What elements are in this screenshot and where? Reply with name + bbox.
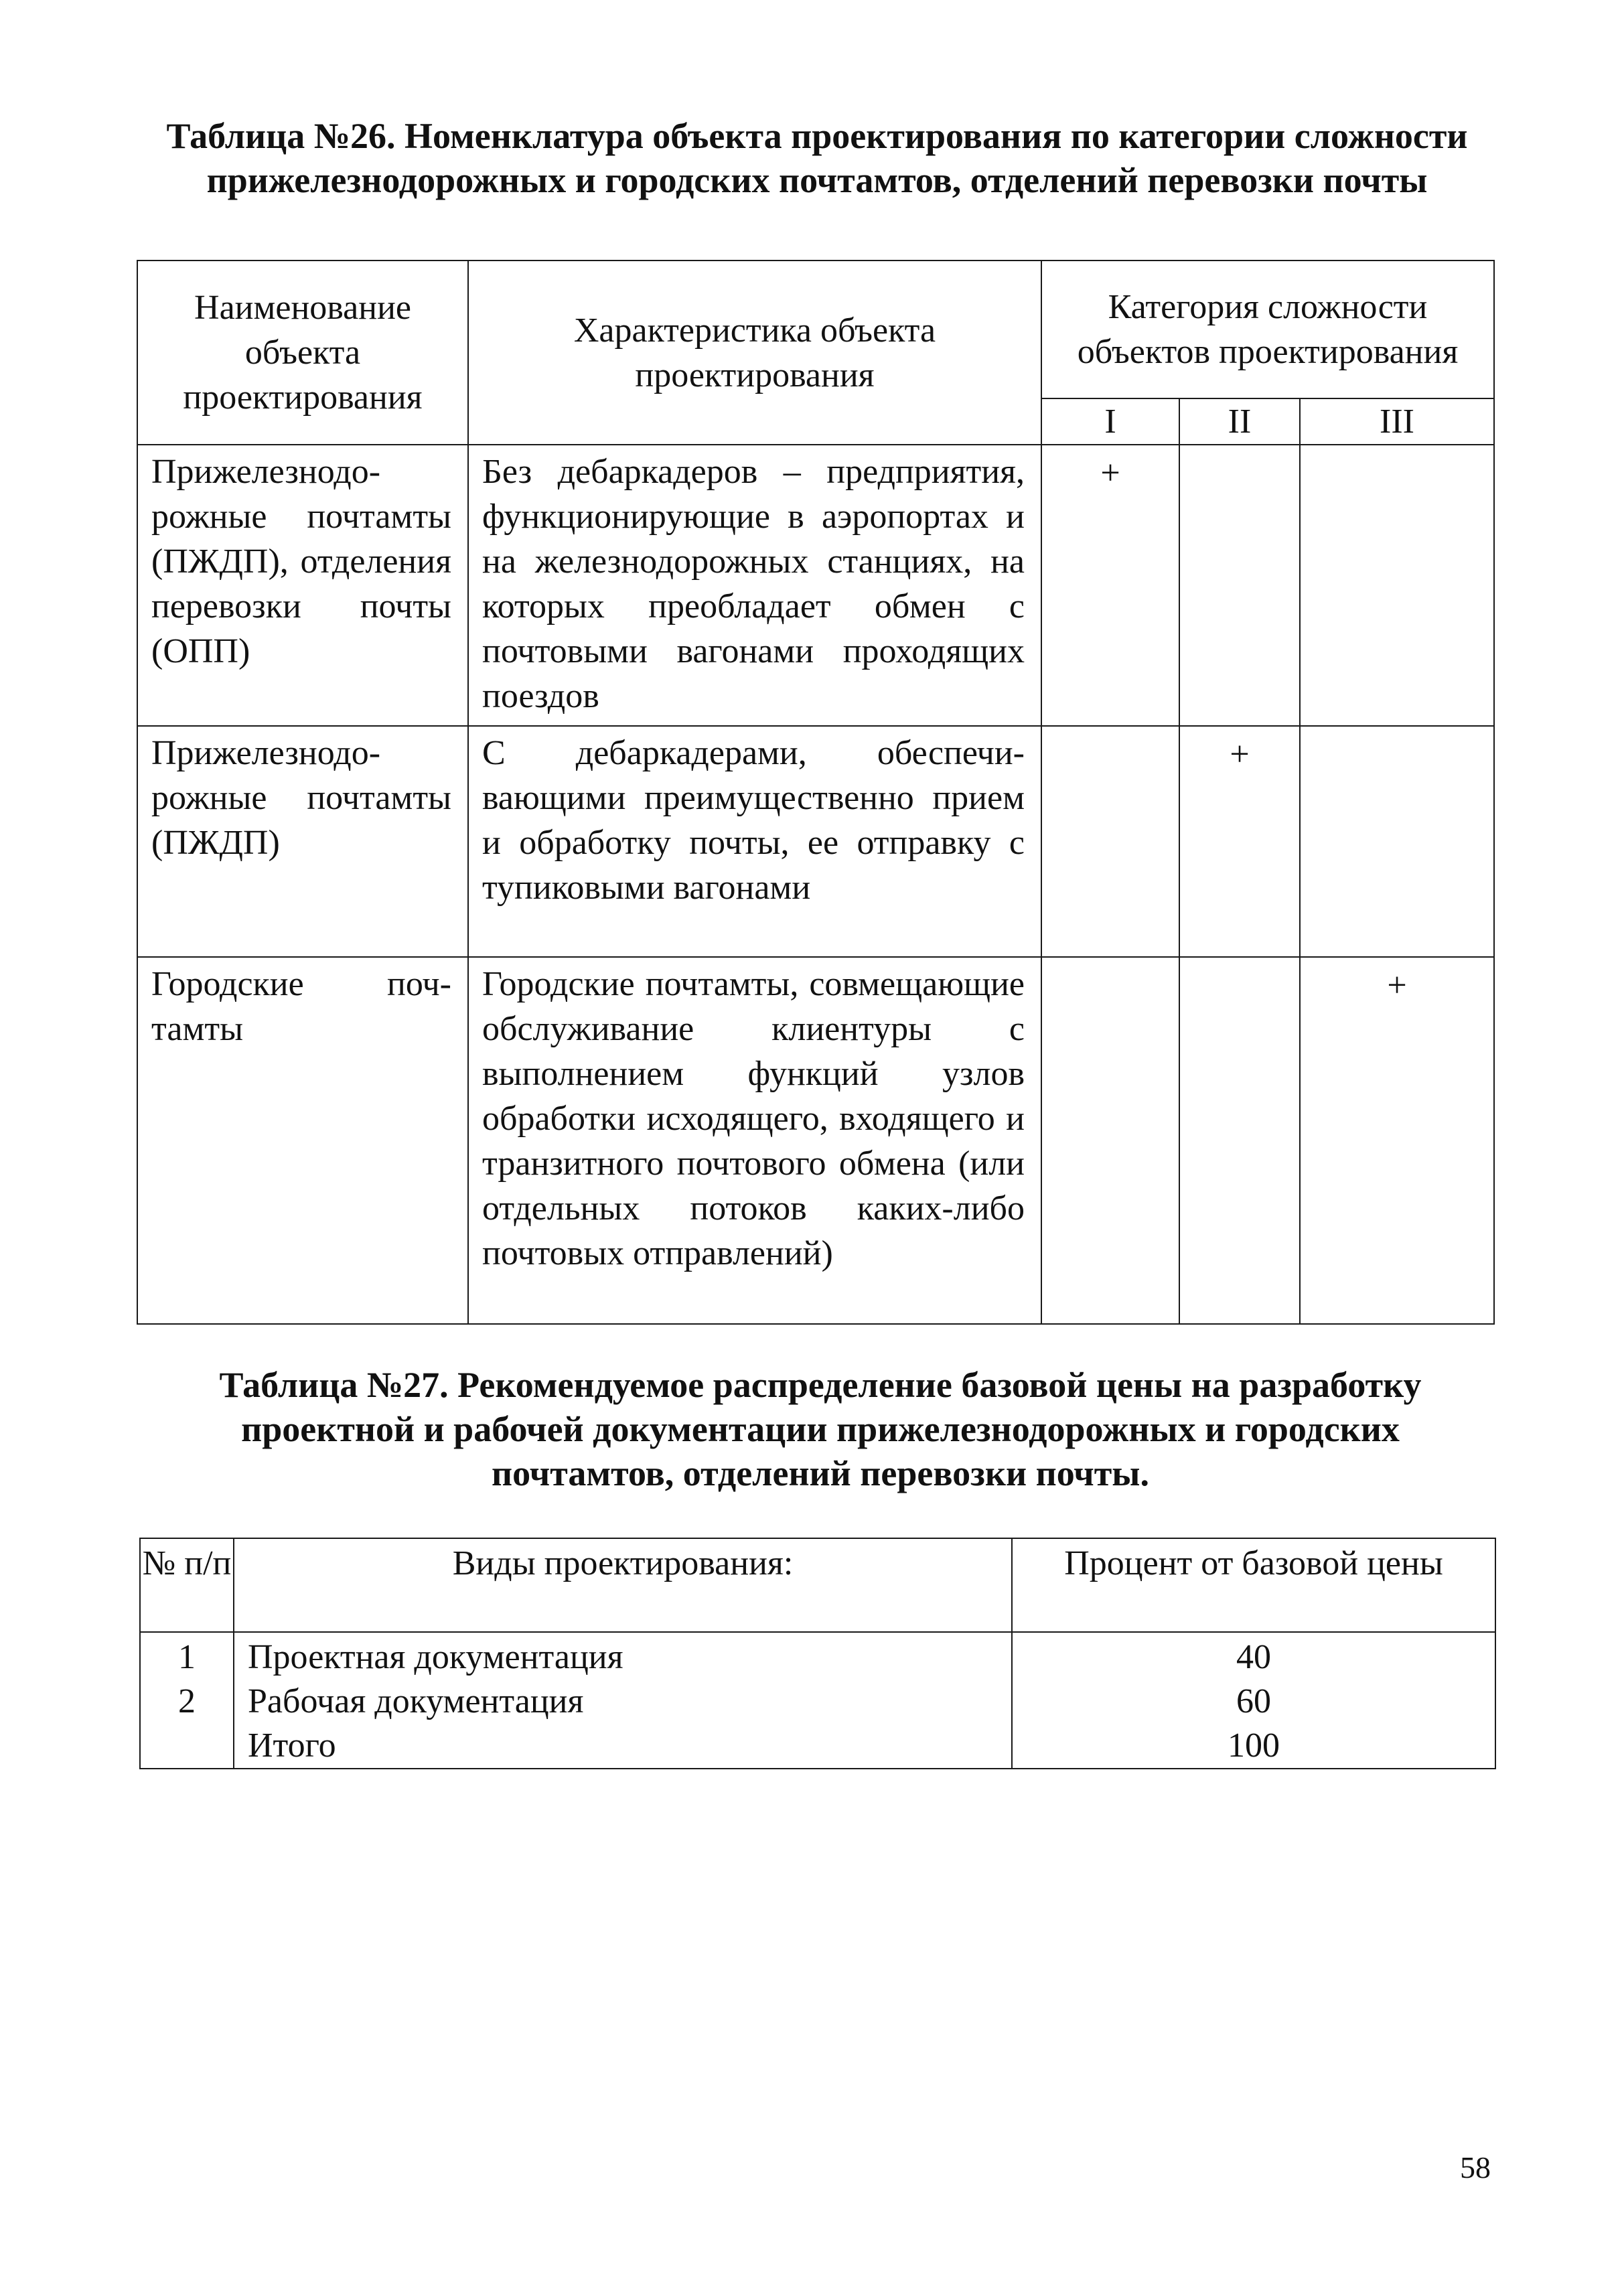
category-1-mark: + bbox=[1041, 445, 1179, 726]
header-complexity-category: Категория сложности объектов проектирования bbox=[1041, 261, 1494, 398]
object-characteristic-cell: С дебаркадерами, обеспечивающими преимущественно прием и обработку почты, ее отправку с тупиковыми вагонами bbox=[468, 726, 1041, 957]
table-26-header-row bbox=[137, 261, 1494, 398]
object-name-cell: Прижелезнодорожные почтамты (ПЖДП), отделения перевозки почты (ОПП) bbox=[137, 445, 468, 726]
object-characteristic-cell: Городские почтамты, совмещающие обслуживание клиентуры с выполнением функций узлов обработки исходящего, входящего и транзитного почтового обмена (или отдельных потоков каких-либо почтовых отправлений) bbox=[468, 957, 1041, 1324]
header-object-characteristic: Характеристика объекта проектирования bbox=[468, 261, 1041, 445]
design-kind-cell: Проектная документация bbox=[234, 1632, 1012, 1680]
header-design-kind: Виды проектирования: bbox=[234, 1538, 1012, 1632]
percent-cell: 100 bbox=[1012, 1724, 1495, 1769]
category-2-mark bbox=[1179, 445, 1300, 726]
row-number-cell bbox=[140, 1724, 234, 1769]
category-3-mark bbox=[1300, 445, 1494, 726]
object-name-cell: Прижелезнодорожные почтамты (ПЖДП) bbox=[137, 726, 468, 957]
percent-cell: 60 bbox=[1012, 1680, 1495, 1724]
category-2-mark bbox=[1179, 957, 1300, 1324]
design-kind-cell: Рабочая документация bbox=[234, 1680, 1012, 1724]
header-percent-of-base-price: Процент от базовой цены bbox=[1012, 1538, 1495, 1632]
category-2-mark: + bbox=[1179, 726, 1300, 957]
category-1-mark bbox=[1041, 726, 1179, 957]
table-27 bbox=[139, 1538, 1496, 1769]
category-3-mark bbox=[1300, 726, 1494, 957]
table-row bbox=[137, 726, 1494, 957]
category-1-mark bbox=[1041, 957, 1179, 1324]
percent-cell: 40 bbox=[1012, 1632, 1495, 1680]
page-number: 58 bbox=[1460, 2150, 1491, 2185]
object-characteristic-cell: Без дебаркадеров – предприятия, функционирующие в аэропортах и на железнодорожных станциях, на которых преобладает обмен с почтовыми вагонами проходящих поездов bbox=[468, 445, 1041, 726]
table-row bbox=[140, 1680, 1495, 1724]
table-27-caption: Таблица №27. Рекомендуемое распределение базовой цены на разработку проектной и рабочей документации прижелезнодорожных и городских почтамтов, отделений перевозки почты. bbox=[219, 1365, 1422, 1493]
table-27-header-row bbox=[140, 1538, 1495, 1632]
table-row bbox=[137, 957, 1494, 1324]
table-row bbox=[140, 1632, 1495, 1680]
table-row bbox=[137, 445, 1494, 726]
category-3-mark: + bbox=[1300, 957, 1494, 1324]
table-26 bbox=[137, 260, 1495, 1325]
table-row bbox=[140, 1724, 1495, 1769]
design-kind-cell: Итого bbox=[234, 1724, 1012, 1769]
header-object-name: Наименование объекта проектирования bbox=[137, 261, 468, 445]
row-number-cell: 1 bbox=[140, 1632, 234, 1680]
object-name-cell: Городские почтамты bbox=[137, 957, 468, 1324]
header-category-1: I bbox=[1041, 398, 1179, 445]
row-number-cell: 2 bbox=[140, 1680, 234, 1724]
header-category-2: II bbox=[1179, 398, 1300, 445]
table-26-caption: Таблица №26. Номенклатура объекта проектирования по категории сложности прижелезнодорожных и городских почтамтов, отделений перевозки почты bbox=[166, 116, 1468, 200]
header-category-3: III bbox=[1300, 398, 1494, 445]
header-row-number: № п/п bbox=[140, 1538, 234, 1632]
